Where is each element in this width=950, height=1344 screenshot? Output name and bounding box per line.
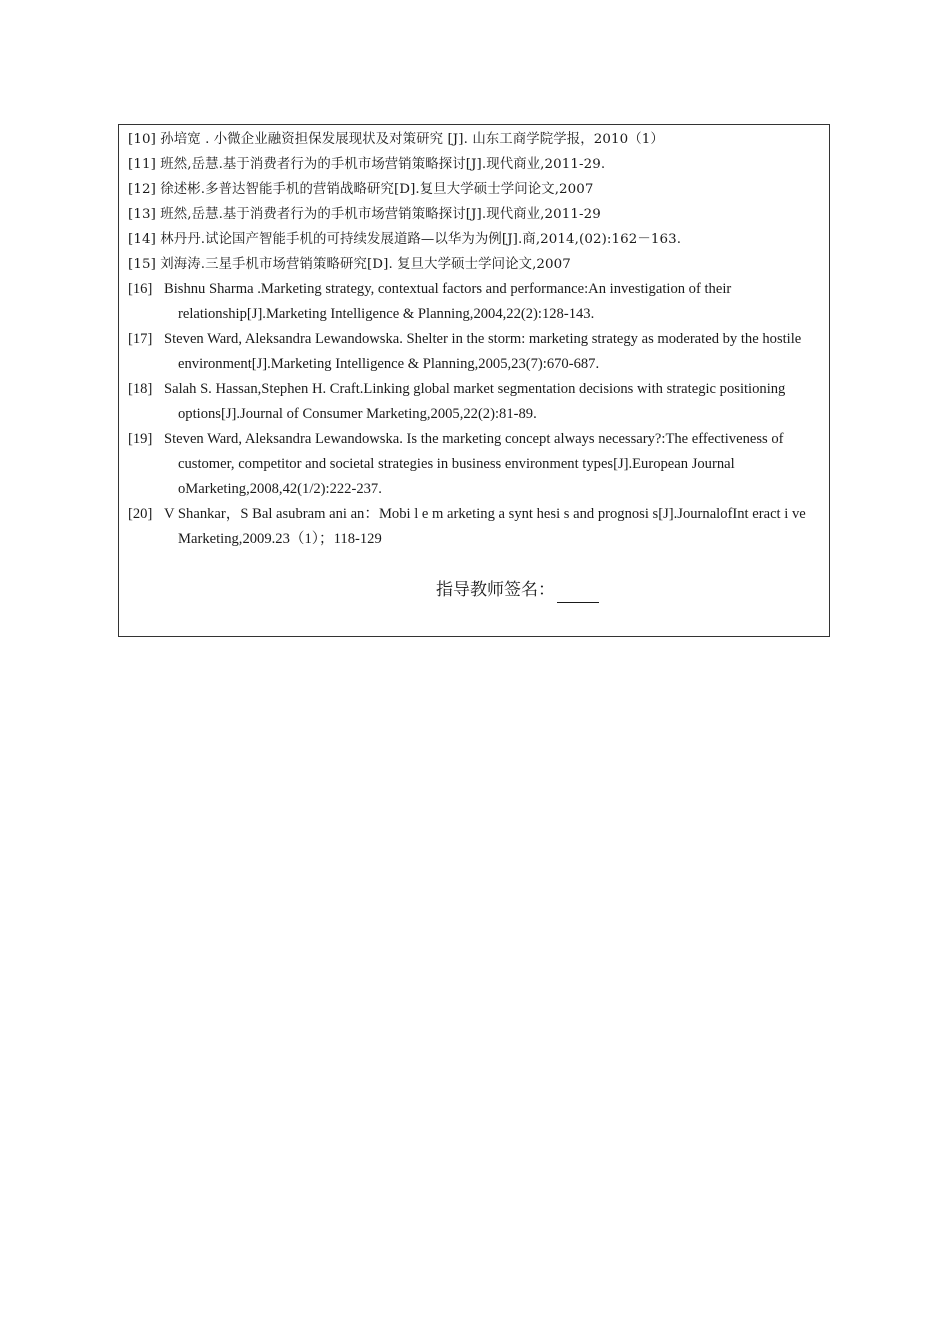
reference-text: 刘海涛.三星手机市场营销策略研究[D]. 复旦大学硕士学问论文,2007 <box>155 257 571 272</box>
signature-line <box>557 585 599 603</box>
reference-number: [15] <box>128 257 156 272</box>
references-box <box>118 124 830 637</box>
reference-16 <box>128 277 828 327</box>
reference-text: 班然,岳慧.基于消费者行为的手机市场营销策略探讨[J].现代商业,2011-29. <box>155 157 606 172</box>
reference-text: 班然,岳慧.基于消费者行为的手机市场营销策略探讨[J].现代商业,2011-29 <box>155 207 601 222</box>
reference-20 <box>128 502 828 552</box>
signature-label: 指导教师签名： <box>436 580 555 600</box>
reference-text: 徐述彬.多普达智能手机的营销战略研究[D].复旦大学硕士学问论文,2007 <box>155 182 594 197</box>
reference-13 <box>128 202 828 227</box>
reference-number: [10] <box>128 132 156 147</box>
reference-text: 林丹丹.试论国产智能手机的可持续发展道路—以华为为例[J].商,2014,(02):162－163. <box>155 232 682 247</box>
reference-text: V Shankar，S Bal asubram ani an：Mobi l e m arketing a synt hesi s and prognosi s[J].JournalofInt eract i ve Marketing,2009.23（1）；118-129 <box>164 506 806 547</box>
reference-number: [19] <box>128 431 153 447</box>
reference-14 <box>128 227 828 252</box>
reference-number: [20] <box>128 506 153 522</box>
reference-number: [14] <box>128 232 156 247</box>
reference-list <box>128 127 828 552</box>
reference-number: [17] <box>128 331 153 347</box>
reference-number: [18] <box>128 381 153 397</box>
reference-10 <box>128 127 828 152</box>
reference-text: 孙培宽 . 小微企业融资担保发展现状及对策研究 [J]. 山东工商学院学报，2010（1） <box>155 132 664 147</box>
reference-number: [13] <box>128 207 156 222</box>
reference-text: Steven Ward, Aleksandra Lewandowska. Is the marketing concept always necessary?:The effectiveness of customer, competitor and societal strategies in business environment types[J].European Journal oMarketing,2008,42(1/2):222-237. <box>164 431 784 497</box>
reference-number: [11] <box>128 157 156 172</box>
advisor-signature <box>436 577 599 603</box>
reference-11 <box>128 152 828 177</box>
reference-17 <box>128 327 828 377</box>
reference-text: Steven Ward, Aleksandra Lewandowska. Shelter in the storm: marketing strategy as moderated by the hostile environment[J].Marketing Intelligence & Planning,2005,23(7):670-687. <box>164 331 802 372</box>
reference-number: [16] <box>128 281 153 297</box>
reference-text: Bishnu Sharma .Marketing strategy, contextual factors and performance:An investigation of their relationship[J].Marketing Intelligence & Planning,2004,22(2):128-143. <box>164 281 732 322</box>
reference-number: [12] <box>128 182 156 197</box>
reference-text: Salah S. Hassan,Stephen H. Craft.Linking global market segmentation decisions with strategic positioning options[J].Journal of Consumer Marketing,2005,22(2):81-89. <box>164 381 786 422</box>
reference-12 <box>128 177 828 202</box>
reference-18 <box>128 377 828 427</box>
reference-19 <box>128 427 828 502</box>
reference-15 <box>128 252 828 277</box>
